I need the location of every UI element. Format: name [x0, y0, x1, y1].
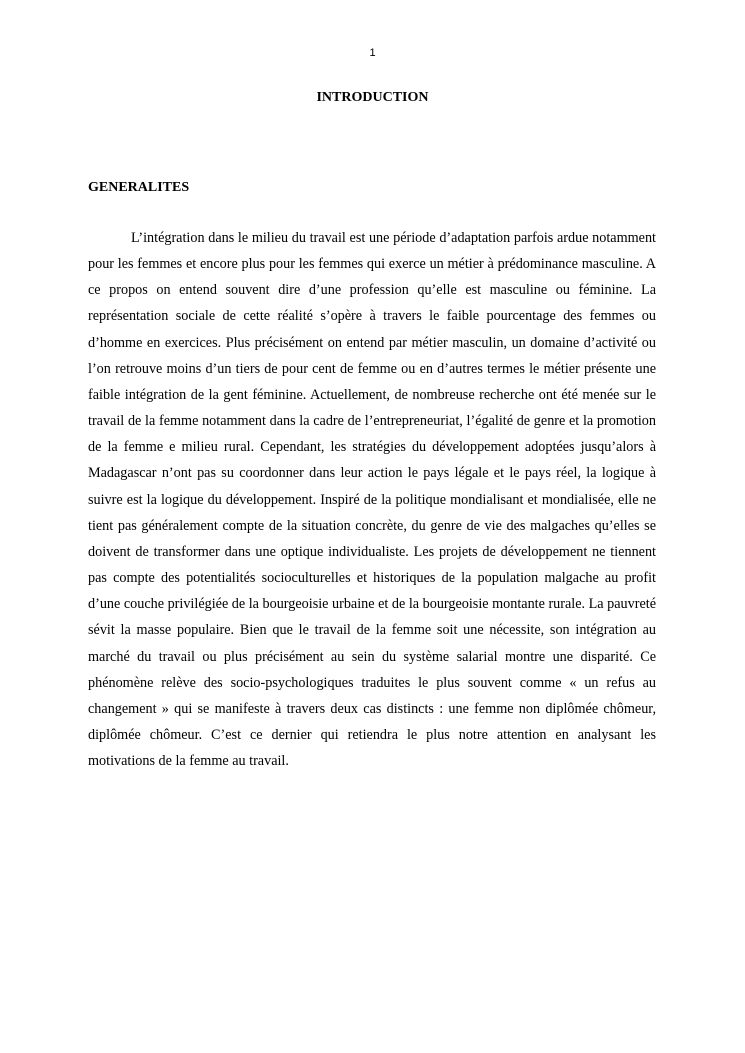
page-number: 1	[369, 47, 376, 59]
section-heading: GENERALITES	[88, 180, 190, 195]
chapter-title: INTRODUCTION	[316, 90, 429, 105]
body-paragraph: L’intégration dans le milieu du travail est une période d’adaptation parfois ardue notamment pour les femmes et encore plus pour les femmes qui exerce un métier à prédominance masculine. A ce propos on entend souvent dire d’une profession qu’elle est masculine ou féminine. La représentation sociale de cette réalité s’opère à travers le faible pourcentage des femmes ou d’homme en exercices. Plus précisément on entend par métier masculin, un domaine d’activité ou l’on retrouve moins d’un tiers de pour cent de femme ou en d’autres termes le métier présente une faible intégration de la gent féminine. Actuellement, de nombreuse recherche ont été menée sur le travail de la femme notamment dans la cadre de l’entrepreneuriat, l’égalité de genre et la promotion de la femme e milieu rural. Cependant, les stratégies du développement adoptées jusqu’alors à Madagascar n’ont pas su coordonner dans leur action le pays légale et le pays réel, la logique à suivre est la logique du développement. Inspiré de la politique mondialisant et mondialisée, elle ne tient pas généralement compte de la situation concrète, du genre de vie des malgaches qu’elles se doivent de transformer dans une optique individualiste. Les projets de développement ne tiennent pas compte des potentialités socioculturelles et historiques de la population malgache au profit d’une couche privilégiée de la bourgeoisie urbaine et de la bourgeoisie montante rurale. La pauvreté sévit la masse populaire. Bien que le travail de la femme soit une nécessite, son intégration au marché du travail ou plus précisément au sein du système salarial montre une disparité. Ce phénomène relève des socio-psychologiques traduites le plus souvent comme « un refus au changement » qui se manifeste à travers deux cas distincts : une femme non diplômée chômeur, diplômée chômeur. C’est ce dernier qui retiendra le plus notre attention en analysant les motivations de la femme au travail.	[88, 230, 656, 770]
